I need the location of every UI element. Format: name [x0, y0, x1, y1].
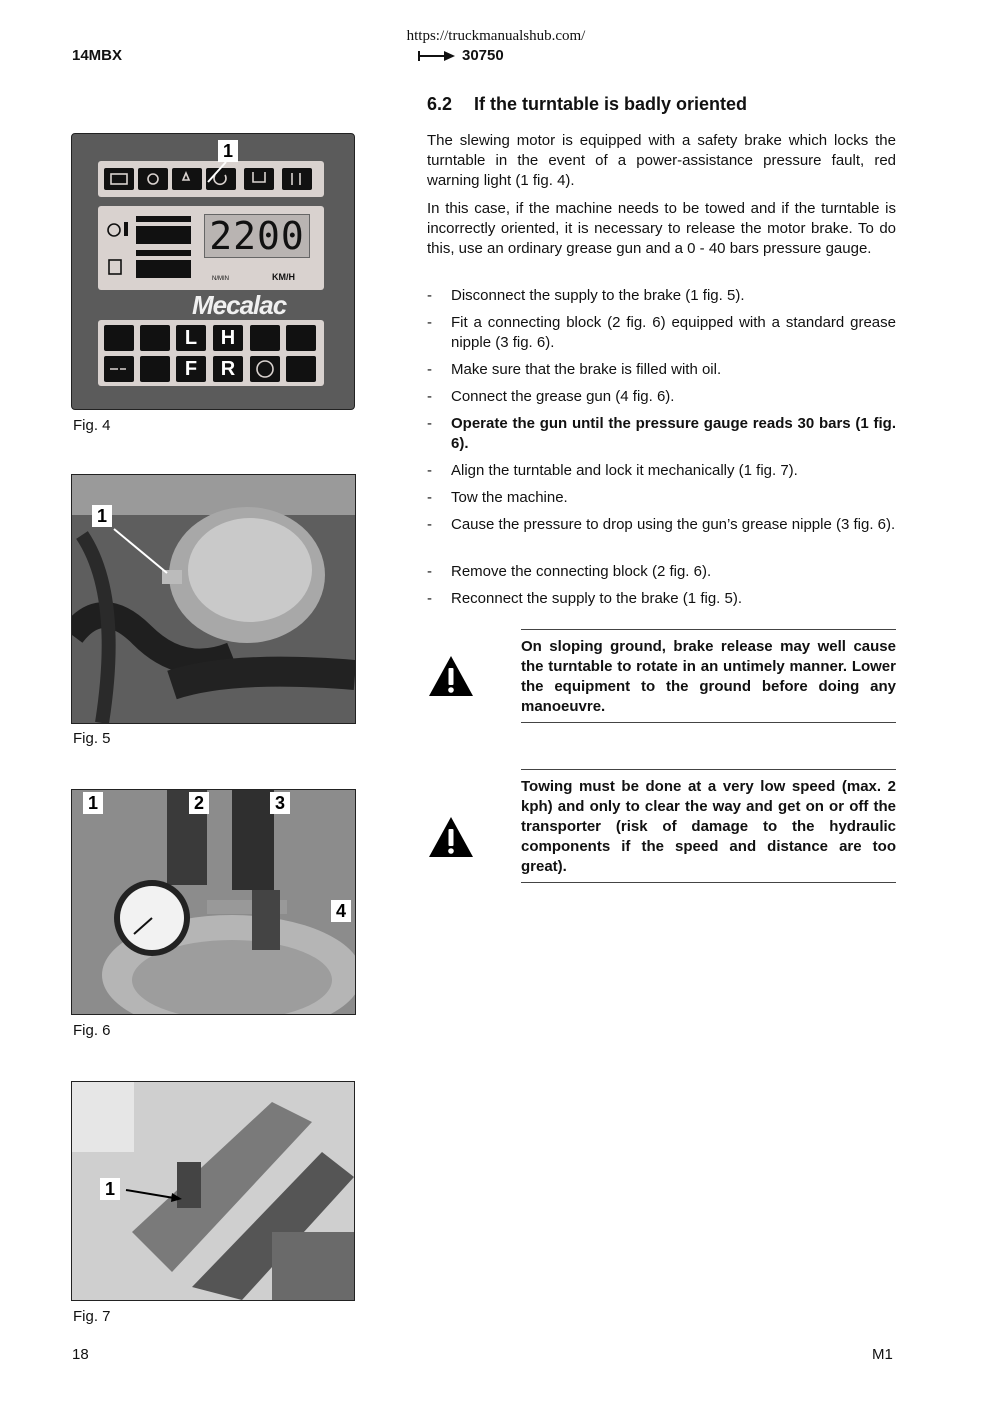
fig6-callout-3: 3	[270, 792, 290, 814]
source-url[interactable]: https://truckmanualshub.com/	[406, 28, 586, 44]
reference-number: 30750	[462, 47, 504, 64]
section-heading: If the turntable is badly oriented	[474, 94, 748, 114]
bullet-marker: -	[427, 415, 432, 432]
list-item: - Make sure that the brake is filled with oil.	[427, 361, 722, 378]
bullet-marker: -	[427, 388, 432, 405]
list-item: - Reconnect the supply to the brake (1 fig. 5).	[427, 590, 742, 607]
fig7-photo	[71, 1081, 355, 1301]
model-label: 14MBX	[72, 47, 123, 64]
fig6-callout-2: 2	[189, 792, 209, 814]
fig5-brake-illustration	[72, 475, 355, 723]
fig4-caption: Fig. 4	[73, 417, 111, 434]
revision-code: M1	[872, 1346, 893, 1363]
callout-arrow-icon	[112, 527, 172, 577]
intro-paragraph: The slewing motor is equipped with a safety brake which locks the turntable in the event of a power-assistance pressure fault, red warning light (1 fig. 4).	[427, 132, 896, 189]
section-reference	[418, 47, 504, 64]
list-item: - Disconnect the supply to the brake (1 fig. 5).	[427, 287, 745, 304]
list-item: - Cause the pressure to drop using the gun’s grease nipple (3 fig. 6).	[427, 516, 896, 533]
rpm-unit-label: N/MIN	[212, 276, 229, 282]
key-f: F	[176, 356, 206, 382]
fig5-photo	[71, 474, 356, 724]
brand-logo: Mecalac	[192, 290, 287, 320]
speed-unit-label: KM/H	[272, 272, 295, 282]
bullet-marker: -	[427, 563, 432, 580]
digital-readout: 2200	[204, 214, 310, 258]
bullet-marker: -	[427, 489, 432, 506]
bullet-marker: -	[427, 287, 432, 304]
callout-arrow-icon	[124, 1186, 184, 1202]
list-item: - Connect the grease gun (4 fig. 6).	[427, 388, 675, 405]
key-r: R	[213, 356, 243, 382]
fig6-gauge-illustration	[72, 790, 355, 1014]
list-item: - Tow the machine.	[427, 489, 568, 506]
bullet-marker: -	[427, 314, 432, 331]
warning-towing-speed: Towing must be done at a very low speed (max. 2 kph) and only to clear the way and get on or off the transporter (risk of damage to the hydraulic components if the speed and distance are too great).	[521, 769, 896, 883]
arrow-reference-icon	[418, 50, 456, 62]
fig4-instrument-panel	[71, 133, 355, 410]
fig5-callout-1: 1	[92, 505, 112, 527]
section-number: 6.2	[427, 94, 453, 114]
warning-icon	[427, 654, 475, 698]
fig6-photo	[71, 789, 356, 1015]
list-item: - Fit a connecting block (2 fig. 6) equipped with a standard grease nipple (3 fig. 6).	[427, 314, 896, 351]
section-title	[427, 94, 747, 115]
fig4-callout-1: 1	[218, 140, 238, 162]
list-item: - Remove the connecting block (2 fig. 6).	[427, 563, 712, 580]
keypad	[98, 320, 324, 386]
keypad-buttons	[98, 320, 324, 386]
list-item: - Operate the gun until the pressure gauge reads 30 bars (1 fig. 6).	[427, 415, 896, 452]
callout-arrow-icon	[202, 160, 232, 186]
fig6-callout-1: 1	[83, 792, 103, 814]
bullet-marker: -	[427, 516, 432, 533]
fig7-callout-1: 1	[100, 1178, 120, 1200]
towing-paragraph: In this case, if the machine needs to be towed and if the turntable is incorrectly oriented, it is necessary to release the motor brake. To do this, use an ordinary grease gun and a 0 - 40 bars pressure gauge.	[427, 200, 896, 257]
bullet-marker: -	[427, 462, 432, 479]
fig6-callout-4: 4	[331, 900, 351, 922]
bullet-marker: -	[427, 590, 432, 607]
key-l: L	[176, 325, 206, 351]
warning-sloping-ground: On sloping ground, brake release may well cause the turntable to rotate in an untimely manner. Lower the equipment to the ground before doing any manoeuvre.	[521, 629, 896, 723]
list-item: - Align the turntable and lock it mechanically (1 fig. 7).	[427, 462, 798, 479]
gauge-bars	[102, 212, 192, 286]
warning-icon	[427, 815, 475, 859]
fig6-caption: Fig. 6	[73, 1022, 111, 1039]
fig7-caption: Fig. 7	[73, 1308, 111, 1325]
lcd-display-area	[98, 206, 324, 290]
key-h: H	[213, 325, 243, 351]
fig5-caption: Fig. 5	[73, 730, 111, 747]
bullet-marker: -	[427, 361, 432, 378]
page-number: 18	[72, 1346, 89, 1363]
